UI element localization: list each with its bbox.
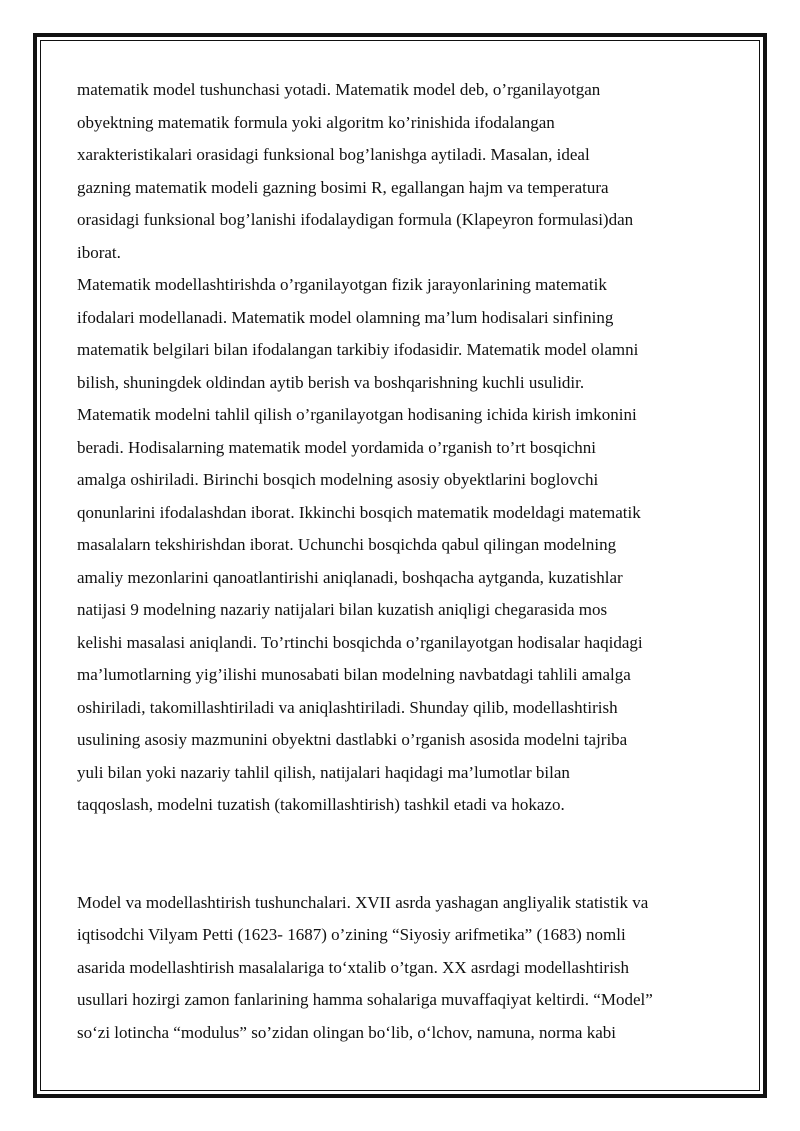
paragraph-spacer: [77, 822, 737, 887]
paragraph-1: [77, 74, 737, 269]
text-line: so‘zi lotincha “modulus” so’zidan olingan bo‘lib, o‘lchov, namuna, norma kabi: [77, 1022, 616, 1042]
text-line: bilish, shuningdek oldindan aytib berish va boshqarishning kuchli usulidir.: [77, 372, 585, 392]
paragraph-2: [77, 269, 737, 822]
text-line: beradi. Hodisalarning matematik model yordamida o’rganish to’rt bosqichni: [77, 437, 597, 457]
text-line: Matematik modelni tahlil qilish o’rganilayotgan hodisaning ichida kirish imkonini: [77, 405, 637, 424]
text-line: iqtisodchi Vilyam Petti (1623- 1687) o’zining “Siyosiy arifmetika” (1683) nomli: [77, 925, 626, 944]
text-line: amalga oshiriladi. Birinchi bosqich modelning asosiy obyektlarini boglovchi: [77, 470, 599, 489]
text-line: Matematik modellashtirishda o’rganilayotgan fizik jarayonlarining matematik: [77, 275, 607, 294]
paragraph-3: [77, 887, 737, 1050]
text-line: iborat.: [77, 242, 121, 262]
text-line: kelishi masalasi aniqlandi. To’rtinchi bosqichda o’rganilayotgan hodisalar haqidagi: [77, 632, 643, 652]
text-line: yuli bilan yoki nazariy tahlil qilish, natijalari haqidagi ma’lumotlar bilan: [77, 762, 570, 782]
text-line: ifodalari modellanadi. Matematik model olamning ma’lum hodisalari sinfining: [77, 307, 614, 327]
text-line: amaliy mezonlarini qanoatlantirishi aniqlanadi, boshqacha aytganda, kuzatishlar: [77, 567, 623, 587]
text-line: asarida modellashtirish masalalariga to‘xtalib o’tgan. XX asrdagi modellashtirish: [77, 957, 630, 977]
text-line: taqqoslash, modelni tuzatish (takomillashtirish) tashkil etadi va hokazo.: [77, 795, 565, 814]
text-line: qonunlarini ifodalashdan iborat. Ikkinchi bosqich matematik modeldagi matematik: [77, 502, 641, 522]
text-line: matematik belgilari bilan ifodalangan tarkibiy ifodasidir. Matematik model olamni: [77, 340, 639, 359]
text-line: Model va modellashtirish tushunchalari. XVII asrda yashagan angliyalik statistik va: [77, 892, 649, 912]
text-line: xarakteristikalari orasidagi funksional bog’lanishga aytiladi. Masalan, ideal: [77, 145, 590, 164]
text-line: gazning matematik modeli gazning bosimi R, egallangan hajm va temperatura: [77, 177, 609, 197]
text-line: matematik model tushunchasi yotadi. Matematik model deb, o’rganilayotgan: [77, 80, 601, 99]
text-line: oshiriladi, takomillashtiriladi va aniqlashtiriladi. Shunday qilib, modellashtirish: [77, 697, 618, 717]
document-body: [77, 74, 737, 1049]
text-line: masalalarn tekshirishdan iborat. Uchunchi bosqichda qabul qilingan modelning: [77, 535, 617, 554]
text-line: orasidagi funksional bog’lanishi ifodalaydigan formula (Klapeyron formulasi)dan: [77, 210, 634, 229]
text-line: usullari hozirgi zamon fanlarining hamma sohalariga muvaffaqiyat keltirdi. “Model”: [77, 990, 653, 1009]
text-line: usulining asosiy mazmunini obyektni dastlabki o’rganish asosida modelni tajriba: [77, 730, 628, 749]
text-line: natijasi 9 modelning nazariy natijalari bilan kuzatish aniqligi chegarasida mos: [77, 600, 608, 619]
text-line: ma’lumotlarning yig’ilishi munosabati bilan modelning navbatdagi tahlili amalga: [77, 665, 631, 684]
text-line: obyektning matematik formula yoki algoritm ko’rinishida ifodalangan: [77, 112, 555, 132]
